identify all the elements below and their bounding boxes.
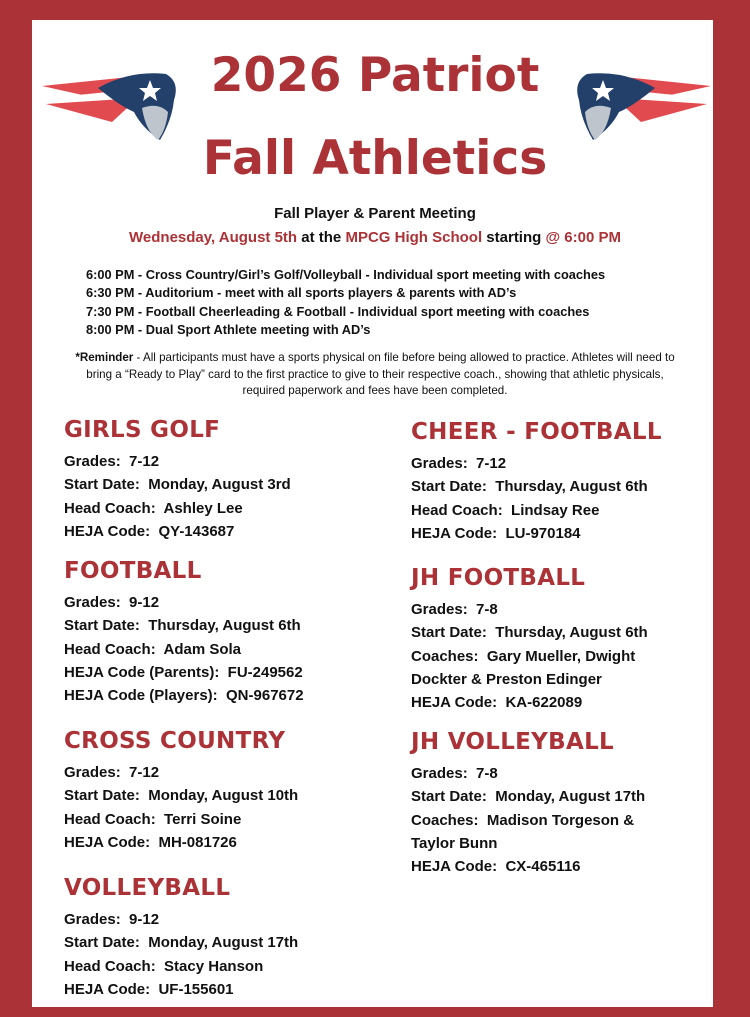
sport-detail-line	[64, 808, 404, 831]
sport-detail-line	[64, 614, 404, 637]
detail-label: Grades :	[64, 453, 121, 470]
sport-detail-line	[411, 452, 750, 475]
detail-value: 7-12	[129, 453, 160, 470]
sport-detail-line	[64, 931, 404, 954]
detail-label: Head Coach :	[64, 958, 156, 975]
sport-detail-line	[64, 520, 404, 543]
schedule-item: 6:00 PM - Cross Country/Girl’s Golf/Volleyball - Individual sport meeting with coaches	[86, 267, 606, 282]
detail-label: HEJA Code :	[64, 834, 150, 851]
detail-value: 7-12	[129, 764, 160, 781]
detail-label: Coaches :	[411, 812, 479, 829]
sport-detail-line	[64, 784, 404, 807]
meeting-date: Wednesday, August 5th	[129, 229, 298, 246]
sport-detail-line	[411, 475, 750, 498]
sport-detail-line	[64, 955, 404, 978]
sport-detail-line	[411, 762, 750, 785]
detail-value: MH-081726	[158, 833, 237, 851]
sport-detail-line	[411, 598, 750, 621]
reminder-note	[70, 350, 680, 400]
detail-value: Monday, August 3rd	[148, 476, 291, 494]
schedule-item: 7:30 PM - Football Cheerleading & Football - Individual sport meeting with coaches	[86, 303, 590, 319]
detail-value: Adam Sola	[163, 640, 242, 658]
detail-value: CX-465116	[505, 858, 581, 876]
sport-heading: GIRLS GOLF	[64, 417, 221, 443]
detail-label: HEJA Code :	[411, 858, 497, 875]
detail-label: Head Coach :	[64, 500, 156, 517]
detail-value: Monday, August 10th	[148, 787, 299, 805]
detail-value: Thursday, August 6th	[495, 624, 648, 642]
sport-heading: FOOTBALL	[64, 558, 202, 584]
sport-football	[64, 557, 404, 707]
sport-detail-line	[64, 978, 404, 1001]
detail-value: QY-143687	[158, 522, 235, 540]
sport-heading: VOLLEYBALL	[64, 875, 231, 901]
detail-label: Coaches :	[411, 648, 479, 665]
detail-value: 7-8	[476, 601, 498, 618]
sport-cross-country	[64, 727, 404, 854]
sport-heading: JH VOLLEYBALL	[411, 729, 614, 755]
detail-label: Grades :	[411, 455, 468, 472]
reminder-label: *Reminder	[75, 351, 134, 364]
detail-label: Start Date :	[411, 624, 487, 641]
detail-label: Head Coach :	[64, 641, 156, 658]
detail-value: FU-249562	[227, 663, 303, 681]
reminder-text: - All participants must have a sports physical on file before being allowed to practice. Athletes will need to bring a “Ready to Play” card to the first practice to give to their respective coach., showing that athletic physicals, required paperwork and fees have been completed.	[86, 351, 675, 397]
detail-label: Grades :	[411, 601, 468, 618]
sport-heading: CHEER - FOOTBALL	[411, 419, 662, 445]
meeting-dateline	[0, 229, 750, 246]
detail-label: HEJA Code :	[64, 523, 150, 540]
sport-jh-football	[411, 564, 750, 714]
detail-value: Taylor Bunn	[411, 834, 498, 852]
detail-label: Head Coach :	[64, 811, 156, 828]
detail-label: Head Coach :	[411, 502, 503, 519]
detail-value: 7-12	[476, 455, 507, 472]
detail-label: Start Date :	[411, 478, 487, 495]
sport-detail-line	[411, 855, 750, 878]
sport-detail-line	[411, 809, 750, 832]
sport-detail-line	[64, 638, 404, 661]
detail-value: Monday, August 17th	[148, 934, 299, 952]
detail-value: Stacy Hanson	[164, 957, 264, 975]
detail-value: Madison Torgeson &	[486, 811, 635, 829]
detail-value: UF-155601	[158, 980, 234, 998]
detail-value: Terri Soine	[164, 810, 242, 828]
sport-cheer-football	[411, 418, 750, 545]
meeting-time: @ 6:00 PM	[545, 229, 621, 246]
detail-label: HEJA Code :	[411, 525, 497, 542]
detail-label: Start Date :	[64, 787, 140, 804]
detail-label: Start Date :	[64, 934, 140, 951]
sport-detail-line	[64, 661, 404, 684]
schedule-item: 8:00 PM - Dual Sport Athlete meeting with AD’s	[86, 322, 371, 338]
detail-label: Start Date :	[411, 788, 487, 805]
sport-detail-line	[411, 668, 750, 691]
sport-detail-line	[411, 691, 750, 714]
detail-value: Dockter & Preston Edinger	[411, 670, 602, 688]
sport-detail-line	[64, 497, 404, 520]
detail-label: Grades :	[64, 764, 121, 781]
meeting-starting: starting	[486, 229, 542, 246]
detail-label: Start Date :	[64, 617, 140, 634]
detail-label: Grades :	[64, 594, 121, 611]
sport-detail-line	[64, 450, 404, 473]
sport-volleyball	[64, 874, 404, 1001]
sport-detail-line	[64, 684, 404, 707]
detail-label: HEJA Code (Parents) :	[64, 664, 219, 681]
sport-heading: JH FOOTBALL	[411, 565, 586, 591]
sport-detail-line	[64, 831, 404, 854]
detail-value: Ashley Lee	[163, 499, 243, 517]
detail-value: Thursday, August 6th	[148, 617, 301, 635]
detail-value: QN-967672	[226, 687, 304, 705]
detail-label: HEJA Code :	[411, 694, 497, 711]
detail-label: HEJA Code (Players) :	[64, 687, 218, 704]
meeting-at: at the	[301, 229, 342, 246]
meeting-schedule	[86, 266, 605, 340]
sport-detail-line	[64, 761, 404, 784]
schedule-item: 6:30 PM - Auditorium - meet with all sports players & parents with AD’s	[86, 285, 517, 301]
meeting-heading: Fall Player & Parent Meeting	[274, 205, 476, 222]
sport-detail-line	[64, 908, 404, 931]
meeting-location: MPCG High School	[345, 229, 483, 246]
detail-value: Lindsay Ree	[511, 501, 600, 519]
title-line-2: Fall Athletics	[202, 131, 548, 186]
detail-value: LU-970184	[505, 524, 581, 542]
detail-label: Grades :	[411, 765, 468, 782]
sport-detail-line	[411, 832, 750, 855]
detail-value: Gary Mueller, Dwight	[486, 647, 636, 665]
detail-value: Monday, August 17th	[495, 788, 646, 806]
detail-value: Thursday, August 6th	[495, 478, 648, 496]
detail-label: HEJA Code :	[64, 981, 150, 998]
sport-detail-line	[411, 621, 750, 644]
sport-detail-line	[411, 522, 750, 545]
sport-detail-line	[411, 645, 750, 668]
detail-value: KA-622089	[505, 694, 583, 712]
detail-value: 9-12	[129, 594, 160, 611]
sport-detail-line	[411, 785, 750, 808]
detail-label: Start Date :	[64, 476, 140, 493]
title-line-1: 2026 Patriot	[210, 48, 540, 103]
detail-value: 9-12	[129, 911, 160, 928]
sport-heading: CROSS COUNTRY	[64, 728, 286, 754]
sport-jh-volleyball	[411, 728, 750, 878]
sport-detail-line	[411, 499, 750, 522]
sport-girls-golf	[64, 416, 404, 543]
sport-detail-line	[64, 591, 404, 614]
sport-detail-line	[64, 473, 404, 496]
detail-label: Grades :	[64, 911, 121, 928]
detail-value: 7-8	[476, 765, 498, 782]
